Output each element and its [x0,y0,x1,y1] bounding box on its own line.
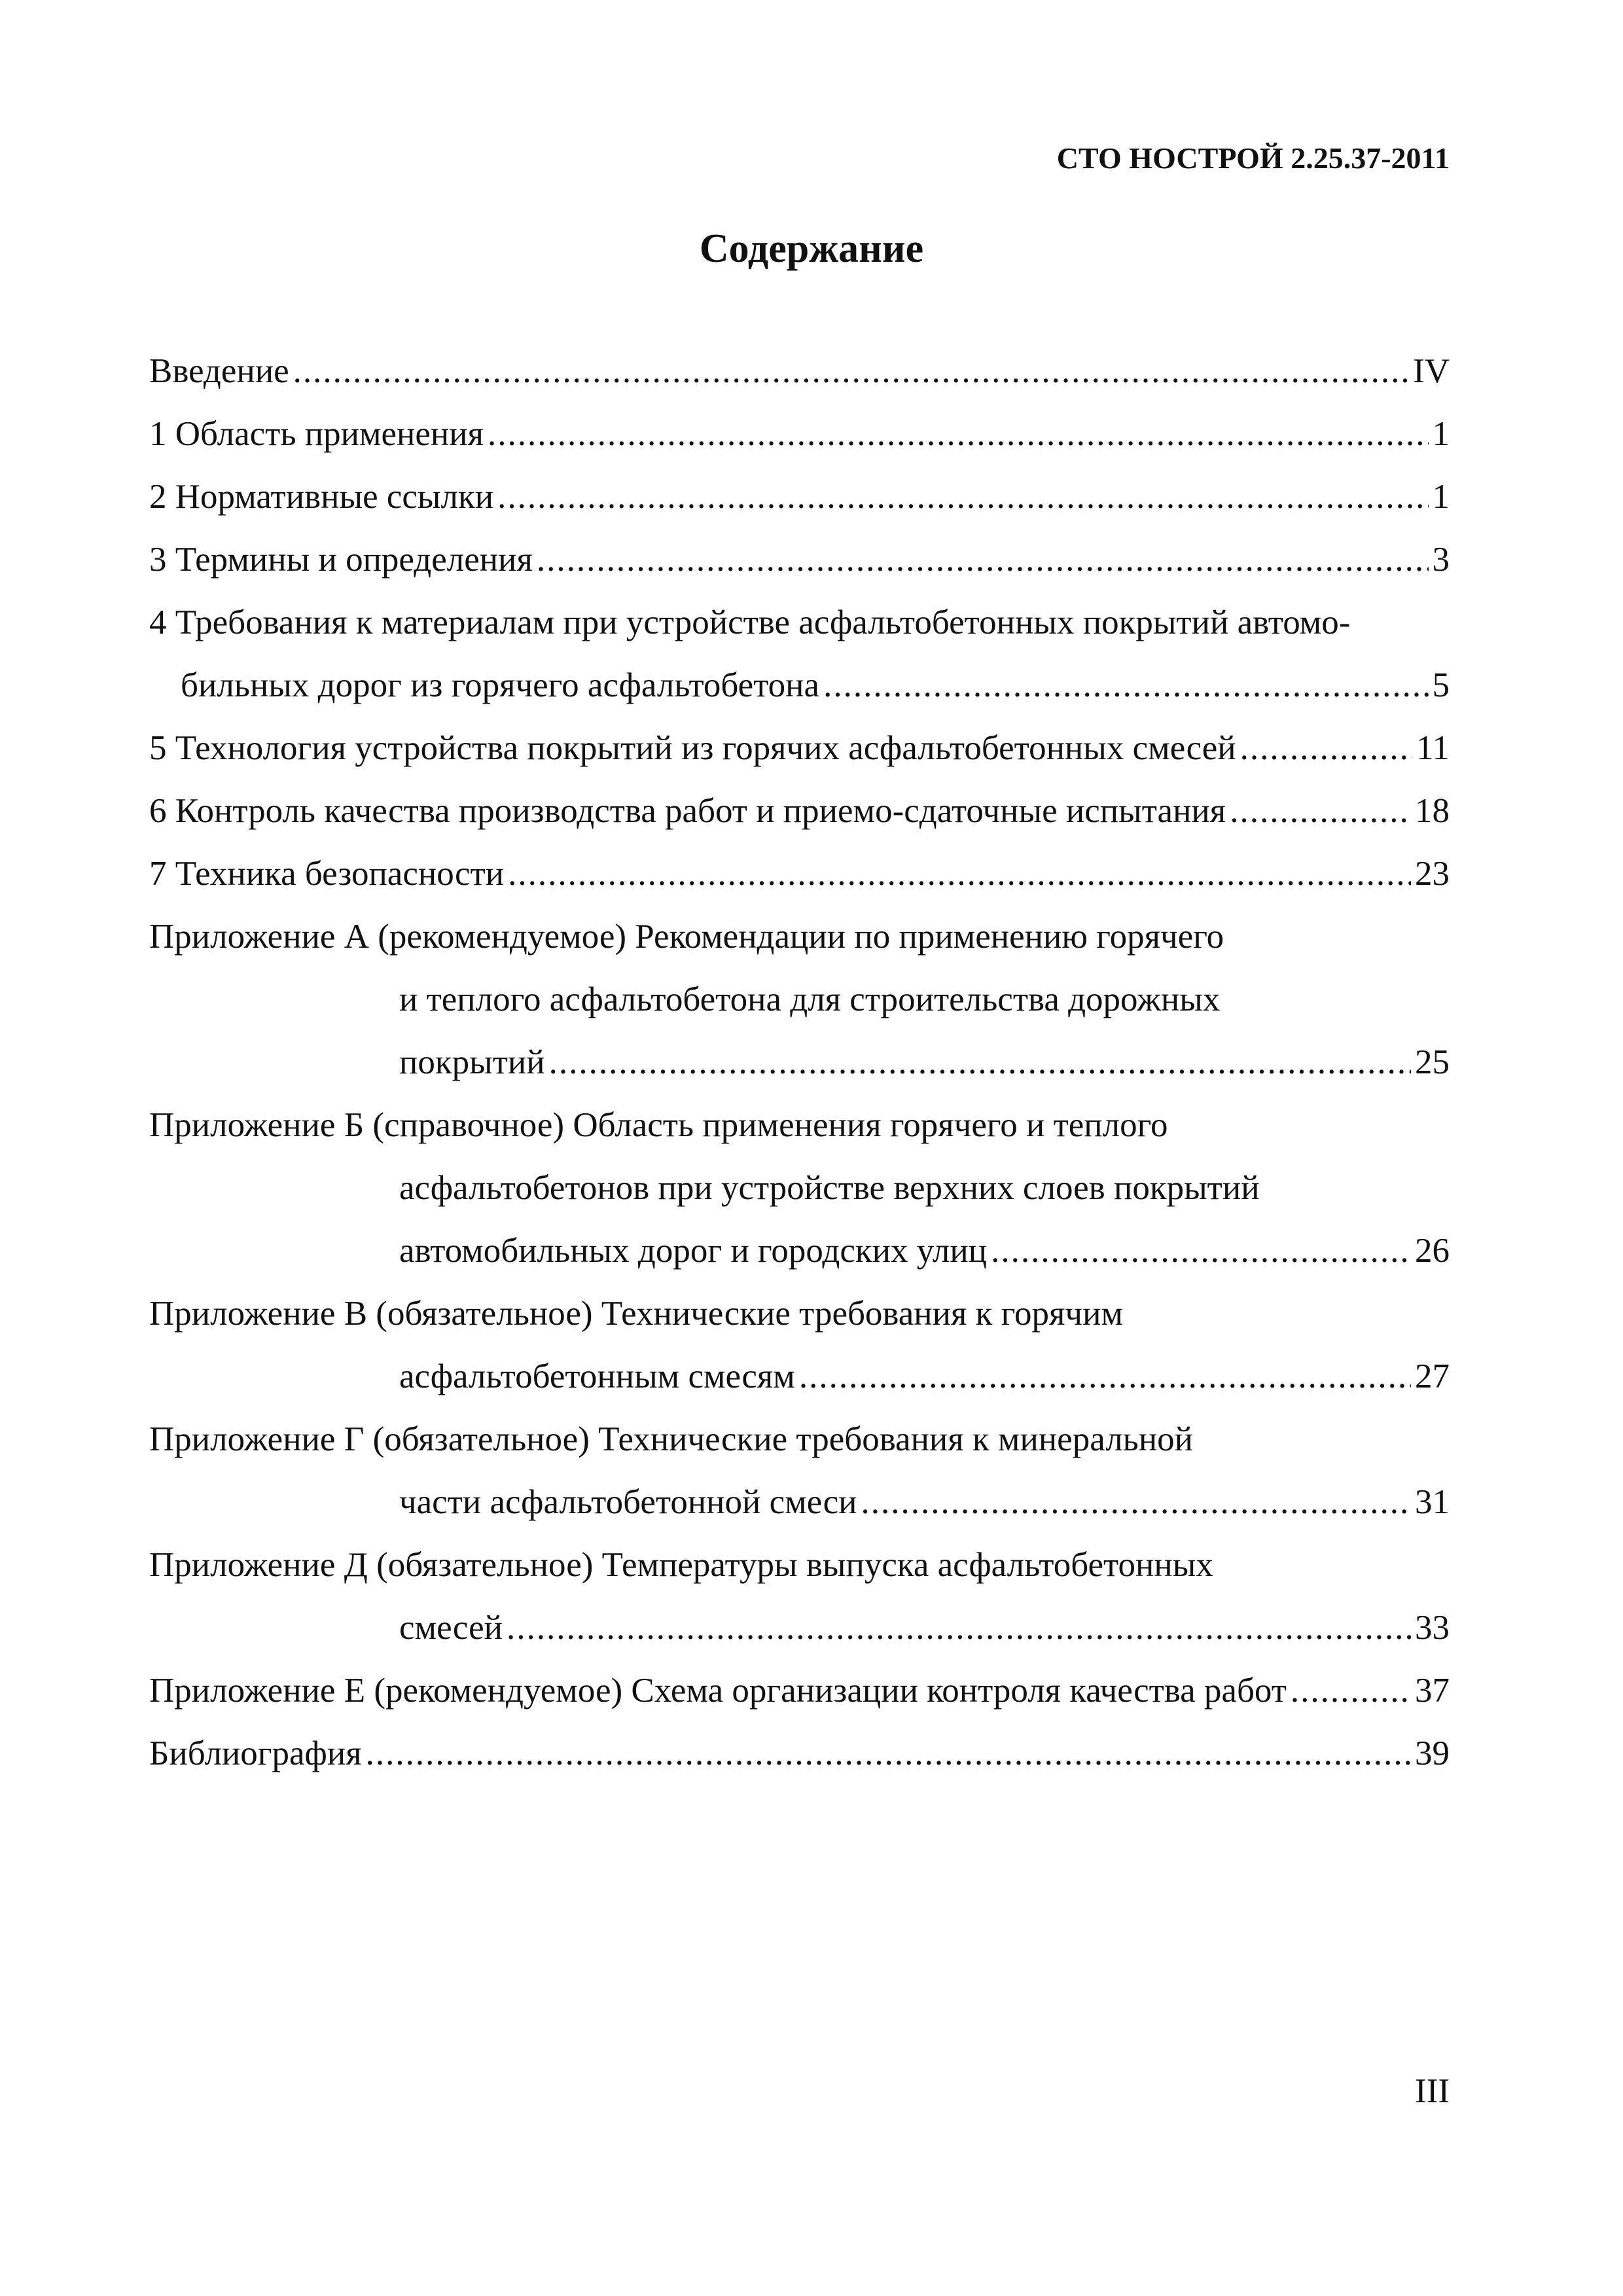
toc-dot-leader [861,1471,1411,1534]
toc-title: Содержание [699,226,924,271]
toc-dot-leader [549,1031,1411,1094]
toc-entry [149,1408,1450,1471]
toc-entry-title: Приложение В (обязательное) Технические требования к горячим [149,1295,1123,1333]
toc-entry-title: 3 Термины и определения [149,541,533,579]
toc-entry-title: Приложение Д (обязательное) Температуры выпуска асфальтобетонных [149,1546,1213,1584]
table-of-contents [149,340,1450,1785]
toc-entry-continuation [149,654,1450,717]
toc-entry [149,465,1450,528]
toc-entry-title: Введение [149,352,289,390]
toc-entry [149,528,1450,591]
toc-entry-page: 5 [1432,666,1450,704]
toc-entry [149,1722,1450,1785]
toc-entry-title: части асфальтобетонной смеси [399,1483,857,1521]
toc-entry-page: 27 [1415,1357,1450,1395]
toc-entry-title: асфальтобетонным смесям [399,1357,795,1395]
page-number: III [1415,2072,1450,2110]
toc-entry-continuation [149,1031,1450,1094]
toc-entry-page: 31 [1415,1483,1450,1521]
toc-entry [149,717,1450,780]
toc-dot-leader [1230,780,1411,842]
toc-entry-title: и теплого асфальтобетона для строительства дорожных [399,980,1221,1018]
toc-entry-page: 37 [1415,1672,1450,1710]
toc-entry-page: 11 [1416,729,1450,767]
toc-entry-continuation [149,1471,1450,1534]
toc-dot-leader [799,1345,1411,1408]
toc-dot-leader [991,1219,1411,1282]
toc-entry-title: Приложение Г (обязательное) Технические требования к минеральной [149,1420,1194,1458]
toc-entry [149,905,1450,968]
toc-entry [149,1659,1450,1722]
toc-entry-title: Приложение Е (рекомендуемое) Схема организации контроля качества работ [149,1672,1287,1710]
toc-entry-continuation [149,1596,1450,1659]
toc-entry [149,1094,1450,1157]
toc-entry-title: Приложение Б (справочное) Область применения горячего и теплого [149,1106,1168,1144]
toc-entry-page: 18 [1415,792,1450,830]
toc-entry-title: 4 Требования к материалам при устройстве асфальтобетонных покрытий автомо- [149,603,1351,641]
document-code: СТО НОСТРОЙ 2.25.37-2011 [1056,141,1450,175]
toc-dot-leader [293,340,1409,403]
toc-entry-title: 5 Технология устройства покрытий из горячих асфальтобетонных смесей [149,729,1236,767]
toc-dot-leader [488,403,1428,465]
toc-entry-page: 1 [1432,478,1450,516]
toc-dot-leader [366,1722,1411,1785]
toc-dot-leader [507,1596,1411,1659]
toc-entry-title: смесей [399,1609,503,1647]
toc-entry-continuation [149,1157,1450,1219]
toc-entry-title: 6 Контроль качества производства работ и приемо-сдаточные испытания [149,792,1226,830]
toc-entry-continuation [149,968,1450,1031]
toc-entry-page: 3 [1432,541,1450,579]
toc-dot-leader [508,842,1411,905]
toc-entry-title: Библиография [149,1734,362,1772]
toc-entry [149,842,1450,905]
toc-entry-page: 39 [1415,1734,1450,1772]
toc-entry-title: Приложение А (рекомендуемое) Рекомендации по применению горячего [149,918,1224,956]
toc-entry-title: покрытий [399,1043,545,1081]
toc-entry-continuation [149,1219,1450,1282]
toc-entry-page: 23 [1415,855,1450,893]
toc-entry [149,340,1450,403]
toc-entry-page: IV [1413,352,1450,390]
toc-entry-title: 1 Область применения [149,415,484,453]
toc-dot-leader [537,528,1429,591]
toc-dot-leader [1291,1659,1411,1722]
toc-entry-title: бильных дорог из горячего асфальтобетона [181,666,820,704]
toc-entry-page: 26 [1415,1232,1450,1270]
toc-entry [149,1282,1450,1345]
toc-entry-title: 7 Техника безопасности [149,855,505,893]
toc-entry [149,1534,1450,1596]
toc-entry-title: автомобильных дорог и городских улиц [399,1232,988,1270]
toc-entry-title: асфальтобетонов при устройстве верхних слоев покрытий [399,1169,1260,1207]
toc-dot-leader [497,465,1428,528]
toc-entry-page: 25 [1415,1043,1450,1081]
toc-dot-leader [1240,717,1412,780]
toc-entry-page: 33 [1415,1609,1450,1647]
toc-entry-title: 2 Нормативные ссылки [149,478,494,516]
toc-entry-page: 1 [1432,415,1450,453]
toc-entry [149,403,1450,465]
toc-entry [149,591,1450,654]
toc-dot-leader [823,654,1428,717]
toc-entry-continuation [149,1345,1450,1408]
toc-entry [149,780,1450,842]
